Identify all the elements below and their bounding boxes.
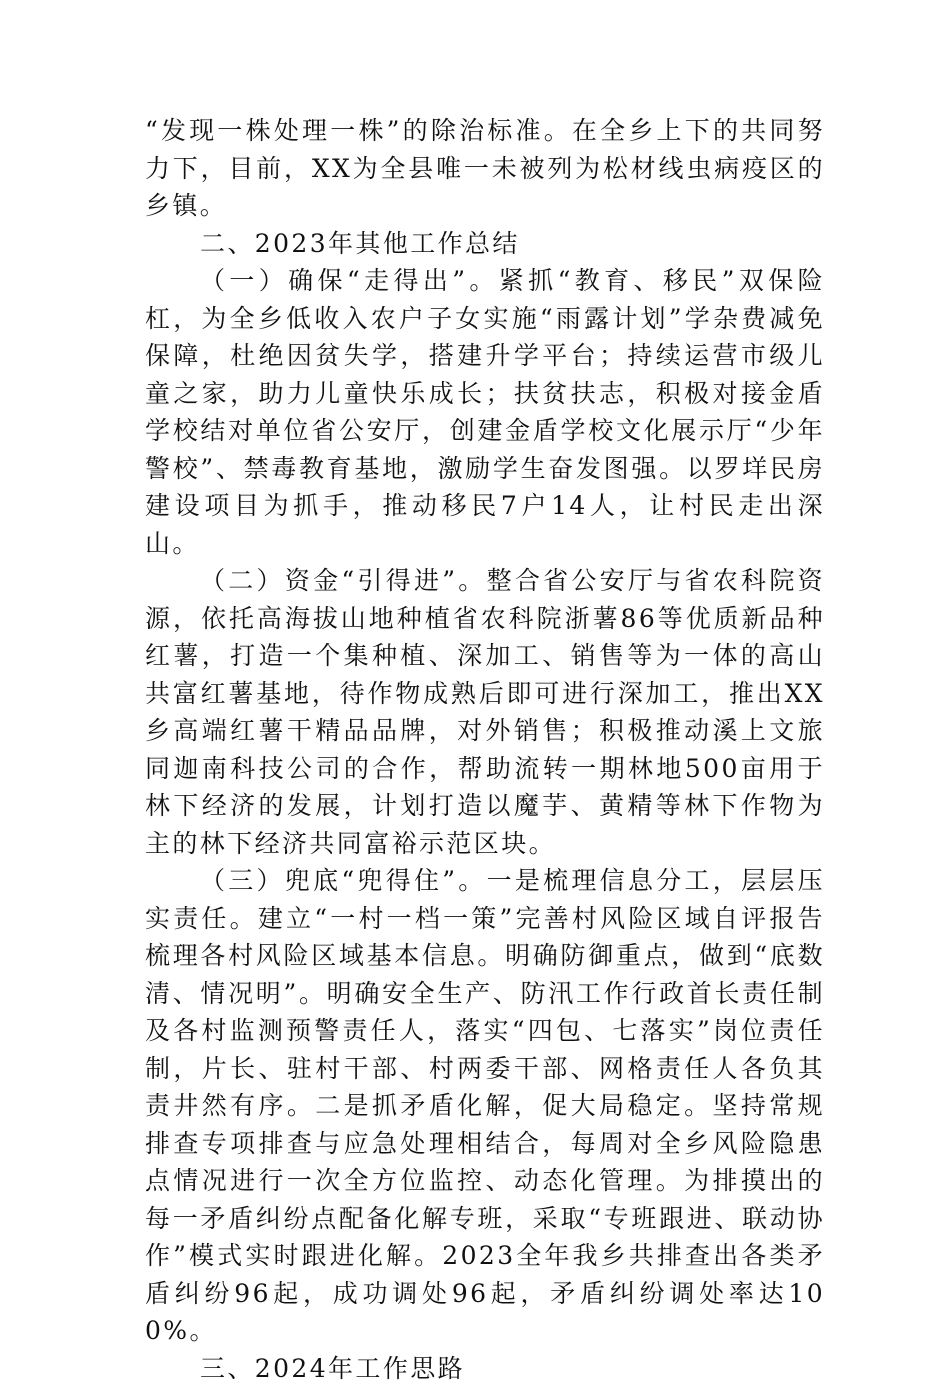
paragraph-safety-net: （三）兜底“兜得住”。一是梳理信息分工，层层压实责任。建立“一村一档一策”完善村风险区域自评报告梳理各村风险区域基本信息。明确防御重点，做到“底数清、情况明”。明确安全生产、防汛工作行政首长责任制及各村监测预警责任人，落实“四包、七落实”岗位责任制，片长、驻村干部、村两委干部、网格责任人各负其责井然有序。二是抓矛盾化解，促大局稳定。坚持常规排查专项排查与应急处理相结合，每周对全乡风险隐患点情况进行一次全方位监控、动态化管理。为排摸出的每一矛盾纠纷点配备化解专班，采取“专班跟进、联动协作”模式实时跟进化解。2023全年我乡共排查出各类矛盾纠纷96起，成功调处96起，矛盾纠纷调处率达100%。 [145,862,825,1350]
paragraph-ensure-going-out: （一）确保“走得出”。紧抓“教育、移民”双保险杠，为全乡低收入农户子女实施“雨露计划”学杂费减免保障，杜绝因贫失学，搭建升学平台；持续运营市级儿童之家，助力儿童快乐成长；扶贫扶志，积极对接金盾学校结对单位省公安厅，创建金盾学校文化展示厅“少年警校”、禁毒教育基地，激励学生奋发图强。以罗垟民房建设项目为抓手，推动移民7户14人，让村民走出深山。 [145,262,825,562]
paragraph-funding-introduced: （二）资金“引得进”。整合省公安厅与省农科院资源，依托高海拔山地种植省农科院浙薯86等优质新品种红薯，打造一个集种植、深加工、销售等为一体的高山共富红薯基地，待作物成熟后即可进行深加工，推出XX乡高端红薯干精品品牌，对外销售；积极推动溪上文旅同迦南科技公司的合作，帮助流转一期林地500亩用于林下经济的发展，计划打造以魔芋、黄精等林下作物为主的林下经济共同富裕示范区块。 [145,562,825,862]
section-heading-3: 三、2024年工作思路 [145,1350,825,1387]
document-body [145,112,825,1387]
paragraph-continuation: “发现一株处理一株”的除治标准。在全乡上下的共同努力下，目前，XX为全县唯一未被列为松材线虫病疫区的乡镇。 [145,112,825,225]
section-heading-2: 二、2023年其他工作总结 [145,225,825,263]
